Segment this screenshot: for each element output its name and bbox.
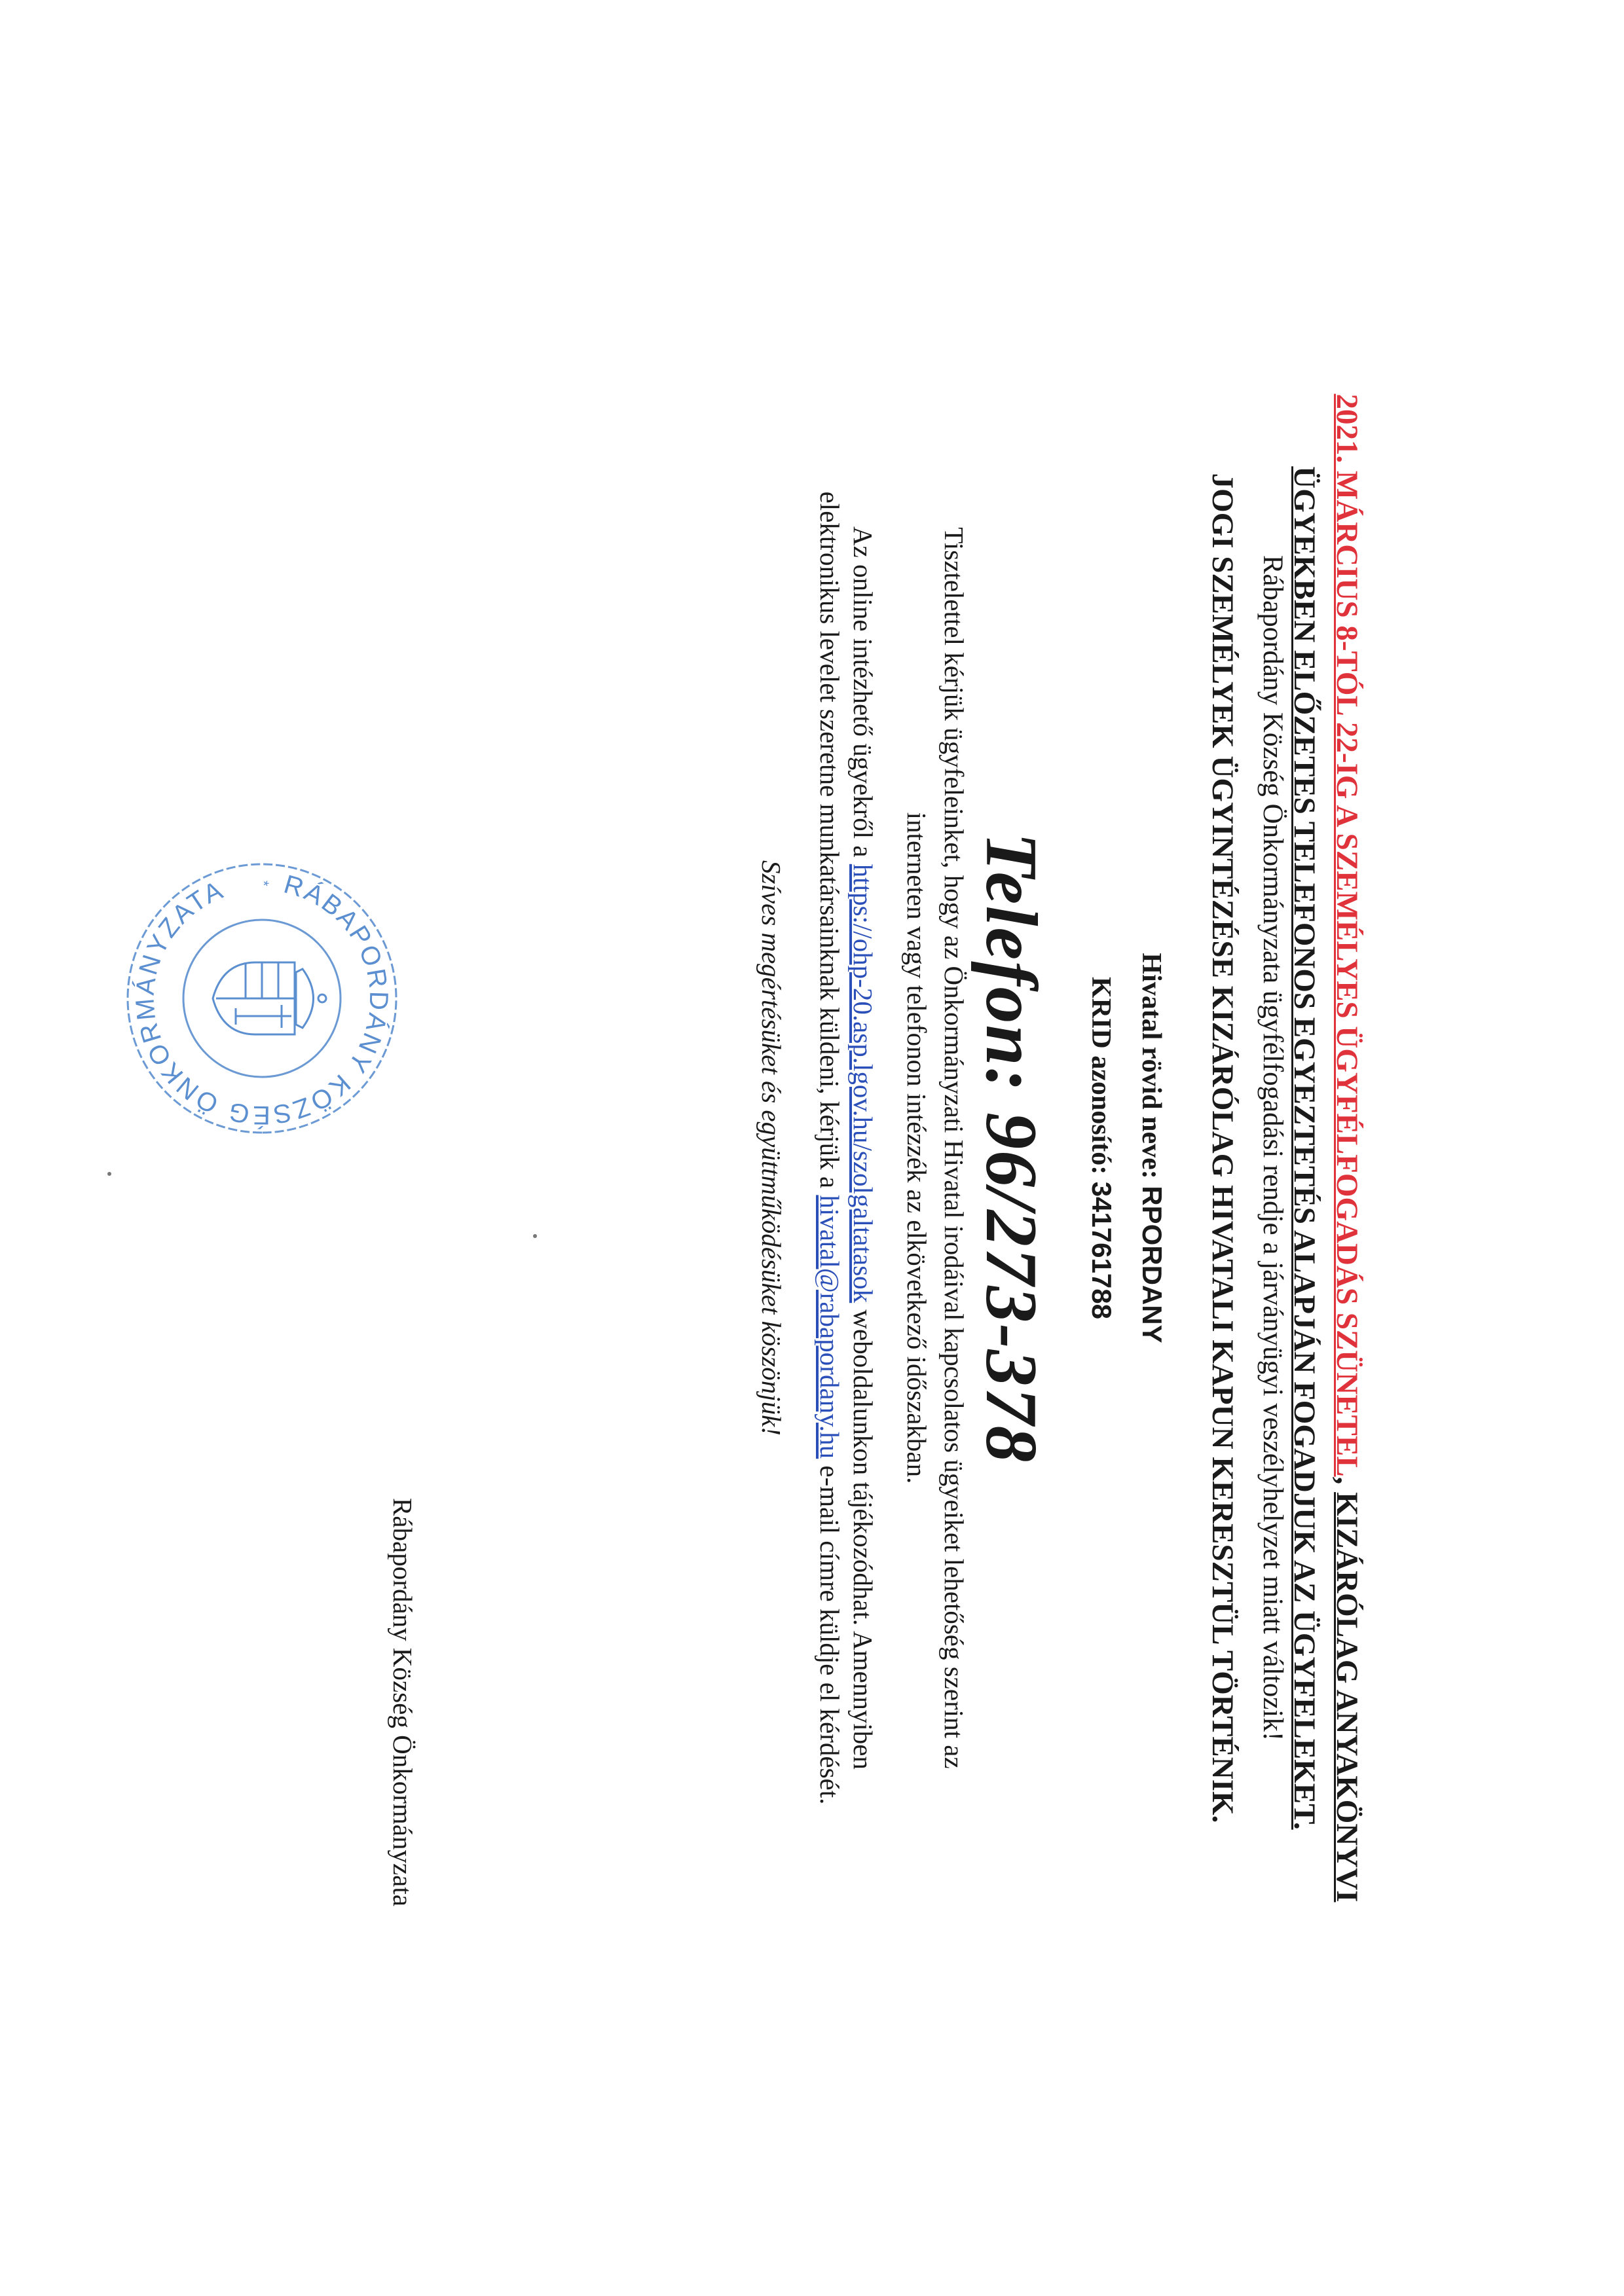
headline-line-3: JOGI SZEMÉLYEK ÜGYINTÉZÉSE KIZÁRÓLAG HIVATALI KAPUN KERESZTÜL TÖRTÉNIK.	[1206, 473, 1240, 1823]
stamp-text: RÁBAPORDÁNY KÖZSÉG ÖNKORMÁNYZATA	[130, 869, 394, 1130]
hivatal-short-name	[1137, 0, 1166, 2296]
email-link[interactable]: hivatal@rabapordany.hu	[815, 1195, 845, 1459]
closing-text: Szíves megértésüket és együttműködésüket köszönjük!	[756, 860, 786, 1436]
online-text-line-1	[849, 0, 876, 2296]
scan-speck	[533, 1234, 537, 1238]
svg-text:*: *	[255, 881, 272, 886]
headline-line-1	[1331, 0, 1362, 2296]
online-line2-pre: elektronikus levelet szeretne munkatársainknak küldeni, kérjük a	[815, 491, 845, 1195]
online-post: weboldalunkon tájékozódhat. Amennyiben	[848, 1303, 878, 1770]
headline-line-2	[1289, 0, 1320, 2296]
svg-text:RÁBAPORDÁNY KÖZSÉG ÖNKORMÁNYZA	[130, 870, 394, 1131]
headline-rest: KIZÁRÓLAG ANYAKÖNYVI	[1330, 1492, 1364, 1903]
krid-value: 341761788	[1086, 1181, 1117, 1319]
hivatal-value: RPORDANY	[1137, 1186, 1168, 1343]
online-text-line-2	[816, 0, 843, 2296]
official-stamp-icon	[118, 854, 406, 1142]
online-line2-post: e-mail címre küldje el kérdését.	[815, 1459, 845, 1805]
intro-text: Rábapordány Község Önkormányzata ügyfélfogadási rendje a járványügyi veszélyhelyzet miatt változik!	[1257, 555, 1288, 1741]
hivatal-label: Hivatal rövid neve:	[1136, 953, 1166, 1186]
scan-speck	[107, 1172, 111, 1176]
request-text-line-1: Tisztelettel kérjük ügyfeleinket, hogy az Önkormányzati Hivatal irodáival kapcsolatos ügyeiket lehetőség szerint az	[939, 527, 969, 1769]
headline-line-2-text: ÜGYEKBEN ELŐZETES TELEFONOS EGYEZTETÉS ALAPJÁN FOGADJUK AZ ÜGYFELEKET.	[1287, 466, 1321, 1830]
request-text-line-2: interneten vagy telefonon intézzék az elkövetkező időszakban.	[902, 812, 932, 1484]
krid-label: KRID azonosító:	[1086, 977, 1116, 1182]
signature: Rábapordány Község Önkormányzata	[388, 1498, 418, 1906]
headline-separator: ,	[1330, 1476, 1364, 1493]
online-pre: Az online intézhető ügyekről a	[848, 526, 878, 864]
services-link[interactable]: https://ohp-20.asp.lgov.hu/szolgaltatasok	[848, 864, 878, 1303]
telefon-number: Telefon: 96/273-378	[970, 832, 1052, 1464]
krid-id	[1087, 0, 1115, 2296]
headline-red-part: 2021. MÁRCIUS 8-TÓL 22-IG A SZEMÉLYES ÜGYFÉLFOGADÁS SZÜNETEL	[1330, 393, 1364, 1477]
